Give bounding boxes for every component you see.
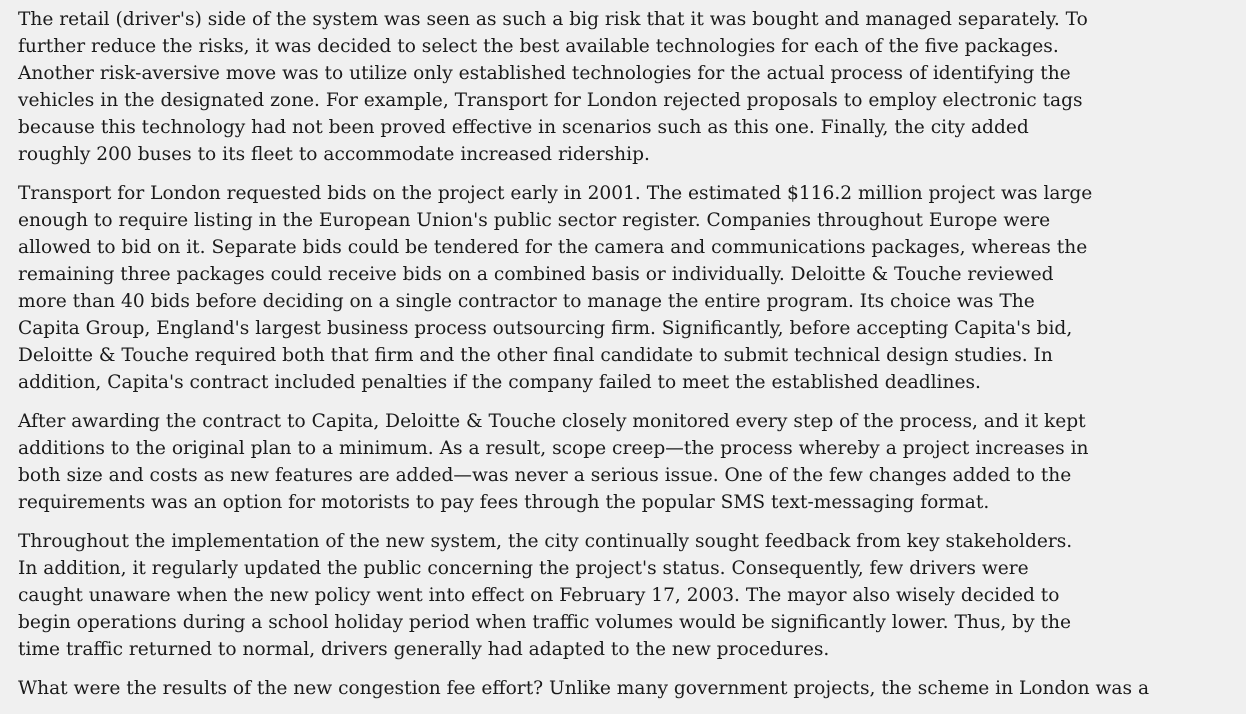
text-line: roughly 200 buses to its fleet to accommodate increased ridership. <box>18 144 650 165</box>
document-body <box>18 6 1246 714</box>
text-line: addition, Capita's contract included penalties if the company failed to meet the established deadlines. <box>18 372 981 393</box>
text-line: enough to require listing in the European Union's public sector register. Companies throughout Europe were <box>18 210 1051 231</box>
text-line: because this technology had not been proved effective in scenarios such as this one. Finally, the city added <box>18 117 1029 138</box>
text-line: further reduce the risks, it was decided to select the best available technologies for each of the five packages. <box>18 36 1059 57</box>
text-line: allowed to bid on it. Separate bids could be tendered for the camera and communications packages, whereas the <box>18 237 1088 258</box>
text-line: Another risk-aversive move was to utilize only established technologies for the actual process of identifying the <box>18 63 1071 84</box>
text-line: What were the results of the new congestion fee effort? Unlike many government projects, the scheme in London was a <box>18 678 1150 699</box>
text-line: Deloitte & Touche required both that firm and the other final candidate to submit technical design studies. In <box>18 345 1053 366</box>
text-line: In addition, it regularly updated the public concerning the project's status. Consequently, few drivers were <box>18 558 1029 579</box>
text-line: requirements was an option for motorists to pay fees through the popular SMS text-messaging format. <box>18 492 990 513</box>
text-line: remaining three packages could receive bids on a combined basis or individually. Deloitte & Touche reviewed <box>18 264 1054 285</box>
text-line: The retail (driver's) side of the system was seen as such a big risk that it was bought and managed separately. To <box>18 9 1088 30</box>
text-line: After awarding the contract to Capita, Deloitte & Touche closely monitored every step of the process, and it kept <box>18 411 1086 432</box>
paragraph <box>18 180 1246 396</box>
text-line: Throughout the implementation of the new system, the city continually sought feedback from key stakeholders. <box>18 531 1073 552</box>
paragraph <box>18 408 1246 516</box>
text-line: more than 40 bids before deciding on a single contractor to manage the entire program. Its choice was The <box>18 291 1035 312</box>
text-line: time traffic returned to normal, drivers generally had adapted to the new procedures. <box>18 639 830 660</box>
paragraph <box>18 675 1246 702</box>
text-line: additions to the original plan to a minimum. As a result, scope creep—the process whereby a project increases in <box>18 438 1089 459</box>
text-line: vehicles in the designated zone. For example, Transport for London rejected proposals to employ electronic tags <box>18 90 1083 111</box>
text-line: Capita Group, England's largest business process outsourcing firm. Significantly, before accepting Capita's bid, <box>18 318 1073 339</box>
text-line: both size and costs as new features are added—was never a serious issue. One of the few changes added to the <box>18 465 1072 486</box>
paragraph <box>18 528 1246 663</box>
text-line: begin operations during a school holiday period when traffic volumes would be significantly lower. Thus, by the <box>18 612 1071 633</box>
text-line: caught unaware when the new policy went into effect on February 17, 2003. The mayor also wisely decided to <box>18 585 1060 606</box>
paragraph <box>18 6 1246 168</box>
text-line: Transport for London requested bids on the project early in 2001. The estimated $116.2 million project was large <box>18 183 1093 204</box>
